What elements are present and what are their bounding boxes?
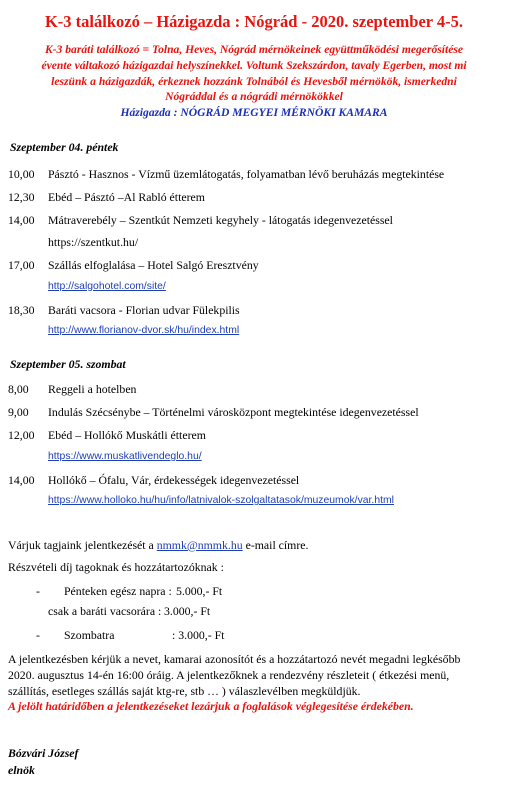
fee-label: csak a baráti vacsorára :: [48, 604, 162, 618]
notice-line: A jelentkezésben kérjük a nevet, kamarai azonosítót és a hozzátartozó nevét megadni legkésőbb: [8, 652, 461, 666]
registration-line: [8, 538, 308, 553]
schedule-time: 14,00: [8, 213, 35, 227]
fee-amount: : 3.000,- Ft: [172, 628, 225, 642]
schedule-time: 8,00: [8, 382, 29, 396]
fee-amount: 3.000,- Ft: [164, 604, 211, 618]
fee-label: Pénteken egész napra :: [64, 584, 172, 598]
schedule-desc: Ebéd – Pásztó –Al Rabló étterem: [48, 190, 205, 204]
schedule-time: 9,00: [8, 405, 29, 419]
schedule-time: 14,00: [8, 473, 35, 487]
florian-link[interactable]: http://www.florianov-dvor.sk/hu/index.html: [48, 325, 240, 336]
signature-role: elnök: [8, 763, 35, 777]
intro-line: K-3 baráti találkozó = Tolna, Heves, Nógrád mérnökeinek együttműködési megerősítése: [44, 43, 464, 56]
fee-dash: -: [36, 584, 40, 598]
schedule-desc: Ebéd – Hollókő Muskátli étterem: [48, 428, 206, 442]
fees-heading: Részvételi díj tagoknak és hozzátartozóknak :: [8, 560, 224, 574]
intro-line: Nógráddal és a nógrádi mérnökökkel: [165, 90, 343, 104]
schedule-desc: Baráti vacsora - Florian udvar Fülekpilis: [48, 303, 240, 317]
signature-name: Bózvári József: [8, 746, 79, 760]
schedule-time: 18,30: [8, 303, 35, 317]
day1-heading: Szeptember 04. péntek: [10, 140, 119, 154]
day2-heading: Szeptember 05. szombat: [10, 357, 126, 371]
registration-text: Várjuk tagjaink jelentkezését a: [8, 538, 157, 552]
schedule-desc: Indulás Szécsénybe – Történelmi városközpont megtekintése idegenvezetéssel: [48, 405, 419, 419]
schedule-desc: Mátraverebély – Szentkút Nemzeti kegyhely - látogatás idegenvezetéssel: [48, 213, 393, 227]
document-title: K-3 találkozó – Házigazda : Nógrád - 2020. szeptember 4-5.: [44, 12, 464, 31]
schedule-time: 12,30: [8, 190, 35, 204]
schedule-desc: Reggeli a hotelben: [48, 382, 137, 396]
intro-line: leszünk a házigazdák, érkeznek hozzánk Tolnából és Hevesből mérnökök, ismerkedni: [51, 74, 457, 88]
schedule-time: 12,00: [8, 428, 35, 442]
schedule-time: 17,00: [8, 258, 35, 272]
deadline-note: A jelölt határidőben a jelentkezéseket lezárjuk a foglalások véglegesítése érdekében.: [8, 699, 414, 713]
intro-block: [4, 42, 504, 121]
notice-line: 2020. augusztus 14-én 16:00 óráig. A jelentkezőknek a rendezvény részleteit ( étkezési menü,: [8, 668, 450, 682]
schedule-desc: Hollókő – Ófalu, Vár, érdekességek idegenvezetéssel: [48, 473, 300, 487]
fee-dash: -: [36, 628, 40, 642]
schedule-time: 10,00: [8, 167, 35, 181]
muskatli-link[interactable]: https://www.muskatlivendeglo.hu/: [48, 451, 202, 462]
hotel-link[interactable]: http://salgohotel.com/site/: [48, 281, 166, 292]
fee-amount: 5.000,- Ft: [176, 584, 223, 598]
notice-line: szállítás, esetleges szállás saját ktg-re, stb … ) válaszlevélben megküldjük.: [8, 684, 361, 698]
fee-label: Szombatra: [64, 628, 115, 642]
intro-line: évente váltakozó házigazdai helyszínekkel. Voltunk Szekszárdon, tavaly Egerben, most mi: [41, 58, 467, 72]
schedule-desc: Pásztó - Hasznos - Vízmű üzemlátogatás, folyamatban lévő beruházás megtekintése: [48, 167, 445, 181]
host-line: Házigazda : NÓGRÁD MEGYEI MÉRNÖKI KAMARA: [120, 106, 388, 120]
registration-text: e-mail címre.: [242, 538, 309, 552]
holloko-link[interactable]: https://www.holloko.hu/hu/info/latnivalok-szolgaltatasok/muzeumok/var.html: [48, 495, 394, 506]
szentkut-url: https://szentkut.hu/: [48, 235, 139, 249]
email-link[interactable]: nmmk@nmmk.hu: [156, 538, 243, 552]
schedule-desc: Szállás elfoglalása – Hotel Salgó Eresztvény: [48, 258, 259, 272]
